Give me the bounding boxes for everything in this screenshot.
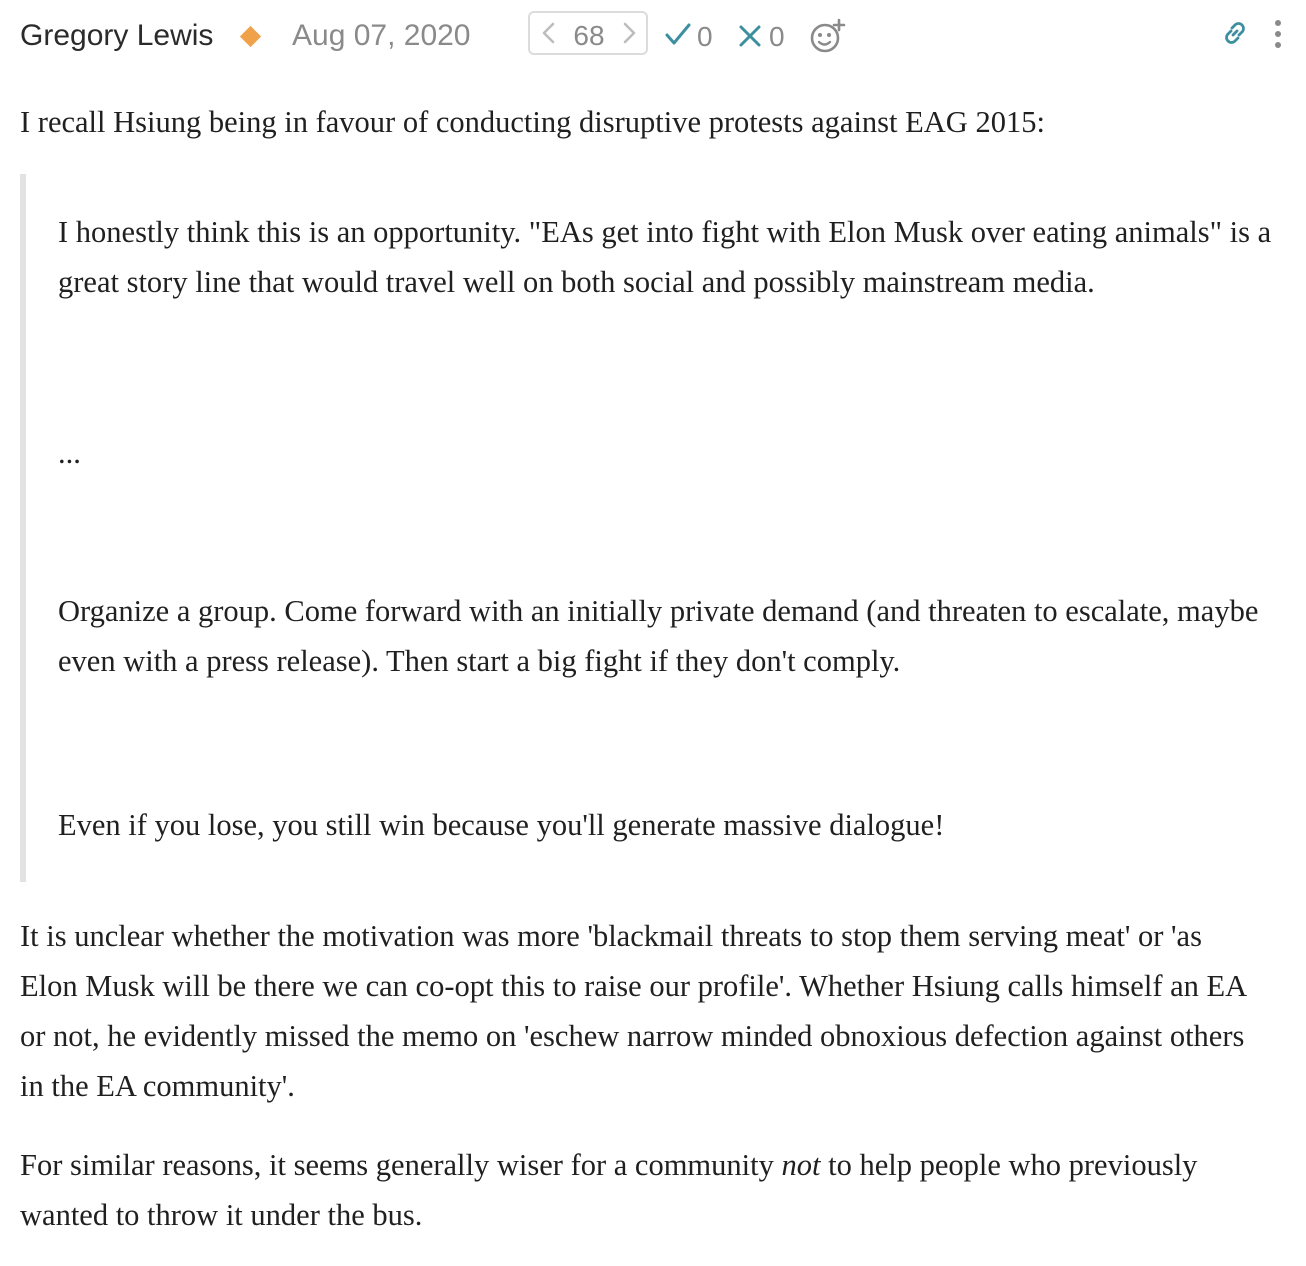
quote-ellipsis: ... [58, 436, 81, 470]
add-reaction-icon[interactable] [808, 18, 846, 54]
intro-paragraph: I recall Hsiung being in favour of conducting disruptive protests against EAG 2015: [20, 105, 1045, 139]
comment [20, 0, 1290, 1232]
checkmark-icon[interactable] [664, 22, 692, 48]
conclusion-text-before: For similar reasons, it seems generally wiser for a community [20, 1148, 782, 1182]
more-vertical-icon[interactable] [1271, 18, 1285, 50]
disagree-count: 0 [769, 21, 785, 52]
analysis-paragraph: It is unclear whether the motivation was more 'blackmail threats to stop them serving meat' or 'as Elon Musk will be there we can co-opt this to raise our profile'. Whether Hsiung calls himself an EA or not, he evidently missed the memo on 'eschew narrow minded obnoxious defection against others in the EA community'. [20, 919, 1246, 1103]
diamond-icon [240, 26, 261, 47]
conclusion-emphasis: not [781, 1148, 821, 1182]
quote-paragraph-3: Organize a group. Come forward with an initially private demand (and threaten to escalate, maybe even with a press release). Then start a big fight if they don't comply. [58, 594, 1259, 678]
blockquote [20, 174, 1290, 882]
link-icon[interactable] [1220, 18, 1250, 48]
quote-paragraph-1: I honestly think this is an opportunity. "EAs get into fight with Elon Musk over eating animals" is a great story line that would travel well on both social and possibly mainstream media. [58, 215, 1272, 299]
cross-icon[interactable] [738, 24, 762, 48]
agree-count: 0 [697, 21, 713, 52]
conclusion-paragraph [20, 1140, 1250, 1240]
comment-date[interactable]: Aug 07, 2020 [292, 19, 471, 52]
comment-header [20, 0, 1290, 74]
chevron-left-icon[interactable] [538, 21, 560, 45]
karma-vote-box [528, 11, 648, 55]
karma-score: 68 [573, 20, 605, 51]
chevron-right-icon[interactable] [618, 21, 640, 45]
conclusion-text-after: to help people who previously wanted to throw it under the bus. [20, 1148, 1198, 1232]
author-name[interactable]: Gregory Lewis [20, 19, 214, 52]
quote-paragraph-4: Even if you lose, you still win because you'll generate massive dialogue! [58, 808, 945, 842]
